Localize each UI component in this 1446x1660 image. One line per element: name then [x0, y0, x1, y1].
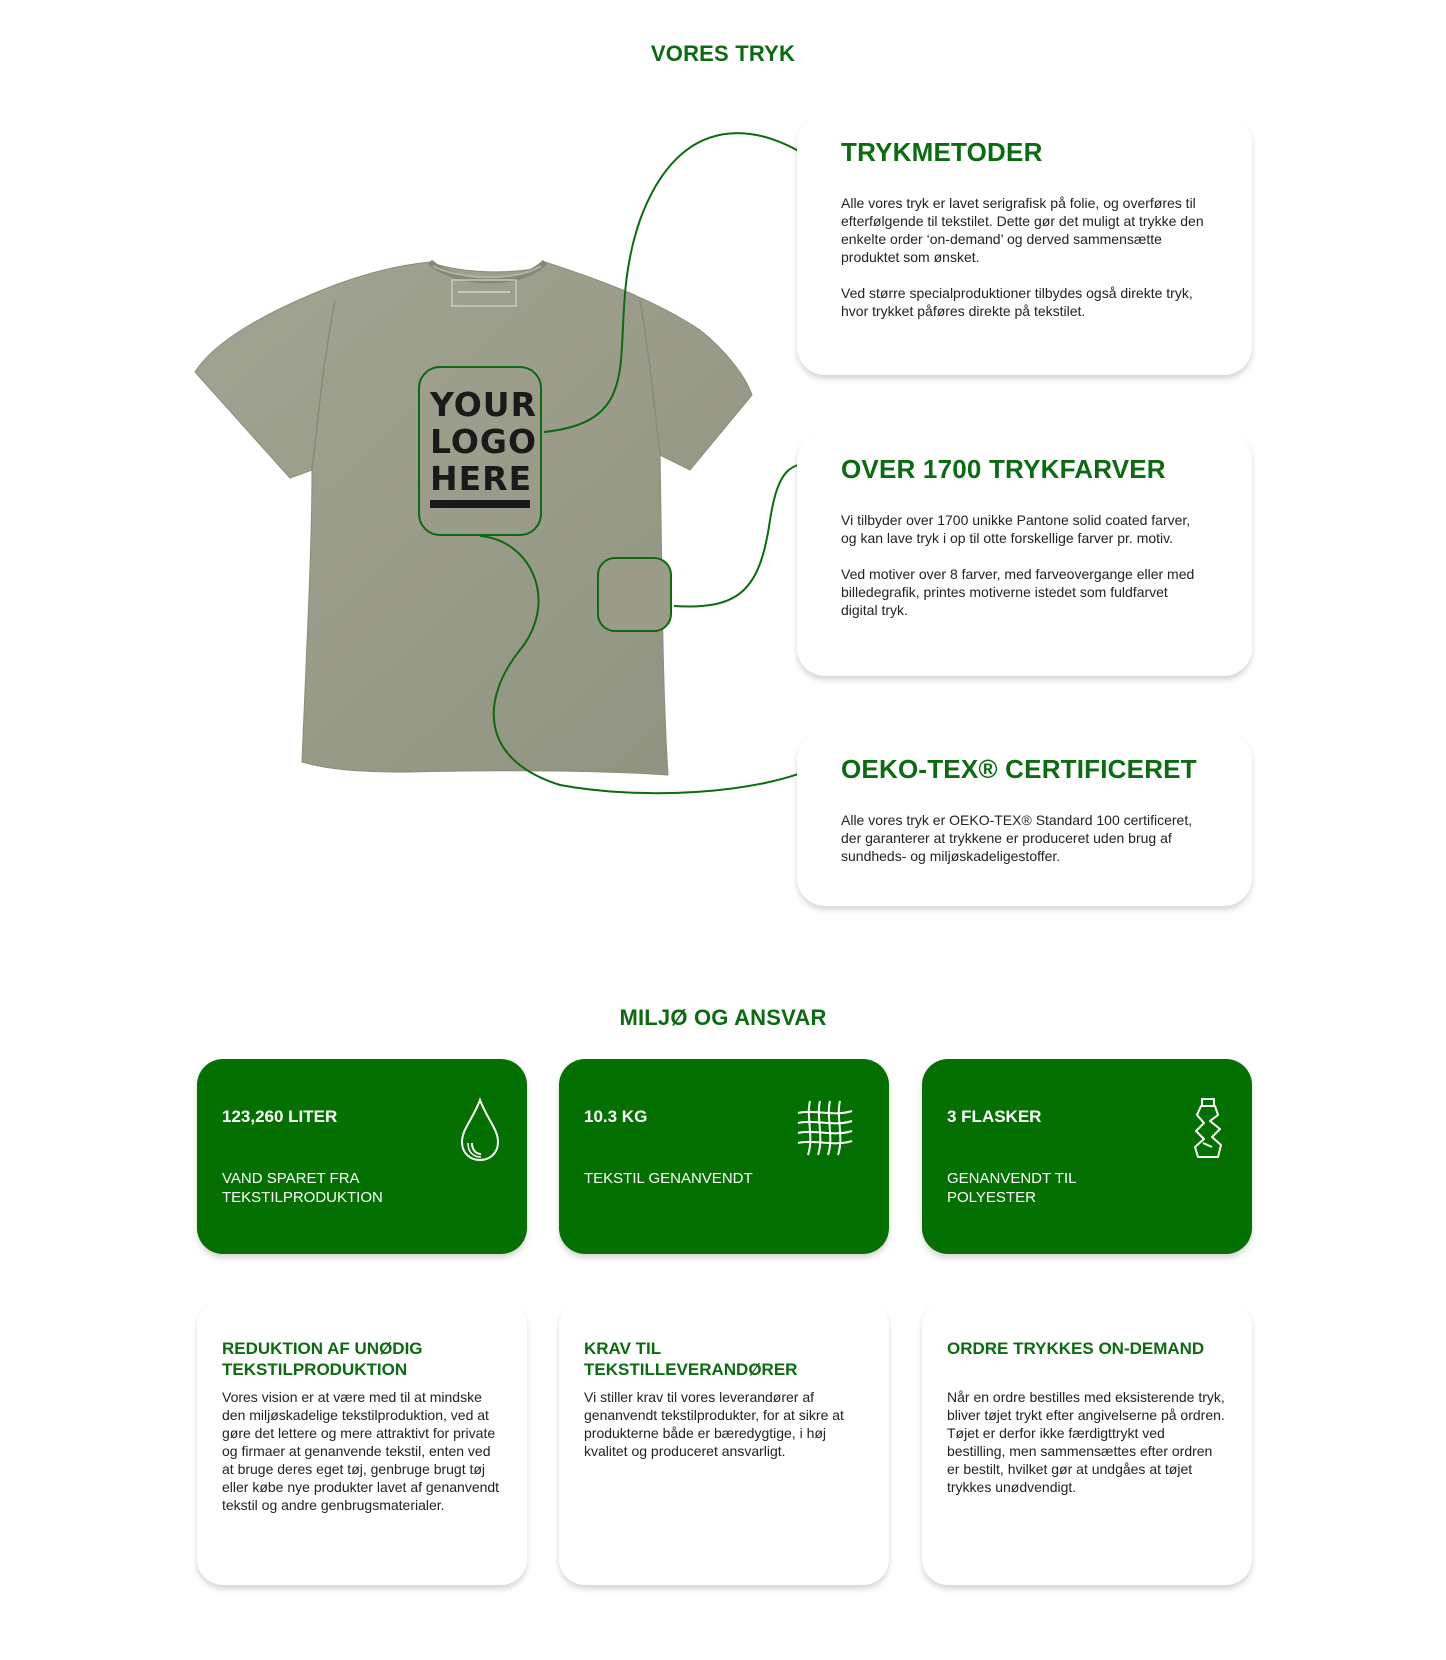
tshirt-illustration — [0, 0, 780, 820]
feature-card-title: REDUKTION AF UNØDIG TEKSTILPRODUKTION — [222, 1339, 423, 1379]
water-drop-icon — [459, 1097, 501, 1163]
logo-line-3: HERE — [430, 459, 533, 498]
color-swatch — [597, 557, 672, 632]
info-card-trykfarver — [797, 432, 1252, 676]
stat-value: 3 FLASKER — [947, 1107, 1042, 1126]
logo-line-2: LOGO — [430, 422, 538, 461]
info-card-text: Ved motiver over 8 farver, med farveovergange eller med billedegrafik, printes motiverne istedet som fuldfarvet digital tryk. — [841, 566, 1195, 618]
feature-card-title: KRAV TIL TEKSTILLEVERANDØRER — [584, 1339, 798, 1379]
feature-card-title: ORDRE TRYKKES ON-DEMAND — [947, 1339, 1205, 1358]
stat-card-water — [197, 1059, 527, 1254]
feature-card-on-demand — [922, 1300, 1252, 1585]
info-card-text: Ved større specialproduktioner tilbydes også direkte tryk, hvor trykket påføres direkte på tekstilet. — [841, 285, 1193, 319]
info-card-title: OVER 1700 TRYKFARVER — [841, 454, 1166, 484]
info-card-title: OEKO-TEX® CERTIFICERET — [841, 754, 1197, 784]
crushed-bottle-icon — [1190, 1097, 1226, 1161]
stat-label: TEKSTIL GENANVENDT — [584, 1170, 753, 1187]
stat-value: 10.3 KG — [584, 1107, 648, 1126]
feature-card-reduktion — [197, 1300, 527, 1585]
feature-card-text: Vores vision er at være med til at mindske den miljøskadelige tekstilproduktion, ved at gøre det lettere og mere attraktivt for private og firmaer at genanvende tekstil, enten ved at bruge deres eget tøj, genbruge brugt tøj eller købe nye produkter lavet af genanvendt tekstil og andre genbrugsmaterialer. — [222, 1389, 500, 1513]
stat-value: 123,260 LITER — [222, 1107, 338, 1126]
feature-card-text: Vi stiller krav til vores leverandører af genanvendt tekstilprodukter, for at sikre at produkterne både er bæredygtige, i høj kvalitet og produceret ansvarligt. — [584, 1389, 844, 1459]
feature-card-text: Når en ordre bestilles med eksisterende tryk, bliver tøjet trykt efter angivelserne på ordren. Tøjet er derfor ikke færdigttrykt ved bestilling, men sammensættes efter ordren er bestilt, hvilket gør at undgåes at tøjet trykkes unødvendigt. — [947, 1389, 1225, 1495]
stat-label: GENANVENDT TIL POLYESTER — [947, 1170, 1076, 1206]
section-title-vores-tryk: VORES TRYK — [650, 41, 796, 66]
info-card-text: Alle vores tryk er lavet serigrafisk på folie, og overføres til efterfølgende til tekstilet. Dette gør det muligt at trykke den enkelte order ‘on-demand’ og derved sammensætte produktet som ønsket. — [841, 195, 1204, 265]
feature-card-krav — [559, 1300, 889, 1585]
section-title-miljo: MILJØ OG ANSVAR — [619, 1005, 827, 1030]
info-card-title: TRYKMETODER — [841, 137, 1043, 167]
info-card-text: Alle vores tryk er OEKO-TEX® Standard 100 certificeret, der garanterer at trykkene er produceret uden brug af sundheds- og miljøskadeligestoffer. — [841, 812, 1193, 864]
stat-card-bottles — [922, 1059, 1252, 1254]
info-card-text: Vi tilbyder over 1700 unikke Pantone solid coated farver, og kan lave tryk i op til otte forskellige farver pr. motiv. — [841, 512, 1191, 546]
logo-line-1: YOUR — [430, 385, 537, 424]
stat-label: VAND SPARET FRA TEKSTILPRODUKTION — [222, 1170, 383, 1206]
stat-card-textile — [559, 1059, 889, 1254]
your-logo-here-placeholder — [430, 386, 540, 497]
info-card-oeko-tex — [797, 732, 1252, 906]
logo-underline — [430, 500, 530, 508]
info-card-trykmetoder — [797, 115, 1252, 375]
textile-weave-icon — [794, 1097, 856, 1159]
